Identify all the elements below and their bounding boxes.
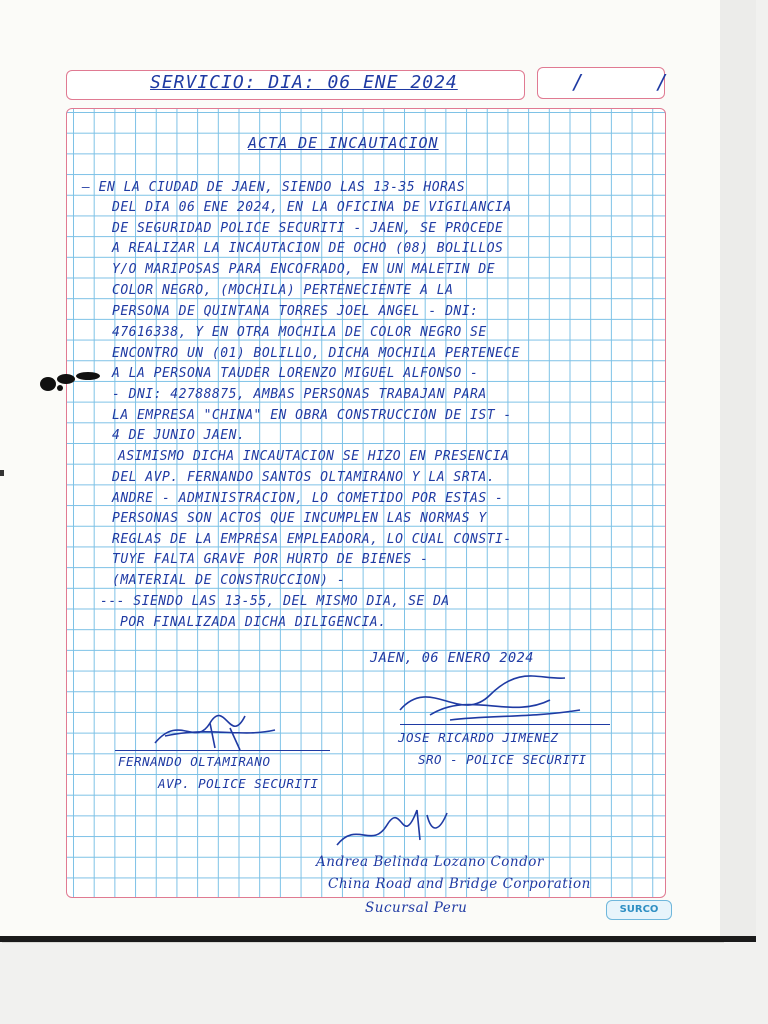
notebook-brand-logo — [606, 900, 672, 920]
body-line: 4 DE JUNIO JAEN. — [112, 428, 246, 443]
body-line: COLOR NEGRO, (MOCHILA) PERTENECIENTE A LA — [112, 283, 454, 298]
page-bottom-edge — [0, 936, 756, 942]
ink-blot-icon — [36, 366, 106, 396]
page-edge — [720, 0, 756, 940]
bottom-signer-name: Andrea Belinda Lozano Condor — [316, 854, 544, 870]
body-line: POR FINALIZADA DICHA DILIGENCIA. — [120, 615, 387, 630]
body-line: PERSONA DE QUINTANA TORRES JOEL ANGEL - DNI: — [112, 304, 479, 319]
body-line: DEL AVP. FERNANDO SANTOS OLTAMIRANO Y LA SRTA. — [112, 470, 496, 485]
signature-line-right — [400, 724, 610, 725]
brand-label: SURCO — [619, 904, 659, 915]
body-line: A LA PERSONA TAUDER LORENZO MIGUEL ALFONSO - — [112, 366, 479, 381]
signature-bottom-scribble — [332, 805, 452, 855]
body-line: Y/O MARIPOSAS PARA ENCOFRADO, EN UN MALETIN DE — [112, 262, 496, 277]
service-header: SERVICIO: DIA: 06 ENE 2024 — [150, 72, 458, 93]
side-mark — [0, 470, 4, 476]
bottom-signer-branch: Sucursal Peru — [365, 900, 468, 916]
body-line: A REALIZAR LA INCAUTACION DE OCHO (08) BOLILLOS — [112, 241, 504, 256]
body-line: - DNI: 42788875, AMBAS PERSONAS TRABAJAN PARA — [112, 387, 487, 402]
body-line: ANDRE - ADMINISTRACION, LO COMETIDO POR ESTAS - — [112, 491, 504, 506]
body-line: (MATERIAL DE CONSTRUCCION) - — [112, 573, 346, 588]
signature-right-role: SRO - POLICE SECURITI — [418, 752, 587, 767]
body-line: ENCONTRO UN (01) BOLILLO, DICHA MOCHILA PERTENECE — [112, 346, 521, 361]
signature-left-scribble — [150, 708, 280, 753]
body-line: --- SIENDO LAS 13-55, DEL MISMO DIA, SE DA — [100, 594, 450, 609]
body-line: PERSONAS SON ACTOS QUE INCUMPLEN LAS NORMAS Y — [112, 511, 487, 526]
header-date-slashes: / / — [572, 70, 699, 94]
signature-left-role: AVP. POLICE SECURITI — [158, 776, 319, 791]
signature-left-name: FERNANDO OLTAMIRANO — [118, 754, 271, 769]
body-line: ASIMISMO DICHA INCAUTACION SE HIZO EN PRESENCIA — [118, 449, 510, 464]
body-line: REGLAS DE LA EMPRESA EMPLEADORA, LO CUAL CONSTI- — [112, 532, 512, 547]
place-date: JAEN, 06 ENERO 2024 — [370, 650, 534, 666]
body-line: DE SEGURIDAD POLICE SECURITI - JAEN, SE PROCEDE — [112, 221, 504, 236]
body-line: LA EMPRESA "CHINA" EN OBRA CONSTRUCCION DE IST - — [112, 408, 512, 423]
body-line: TUYE FALTA GRAVE POR HURTO DE BIENES - — [112, 552, 429, 567]
signature-right-scribble — [390, 670, 590, 730]
signature-line-left — [115, 750, 330, 751]
body-line: DEL DIA 06 ENE 2024, EN LA OFICINA DE VIGILANCIA — [112, 200, 512, 215]
document-title: ACTA DE INCAUTACION — [248, 134, 439, 152]
body-line: — EN LA CIUDAD DE JAEN, SIENDO LAS 13-35 HORAS — [82, 180, 466, 195]
bottom-signer-company: China Road and Bridge Corporation — [328, 876, 591, 892]
body-line: 47616338, Y EN OTRA MOCHILA DE COLOR NEGRO SE — [112, 325, 487, 340]
signature-right-name: JOSE RICARDO JIMENEZ — [398, 730, 559, 745]
